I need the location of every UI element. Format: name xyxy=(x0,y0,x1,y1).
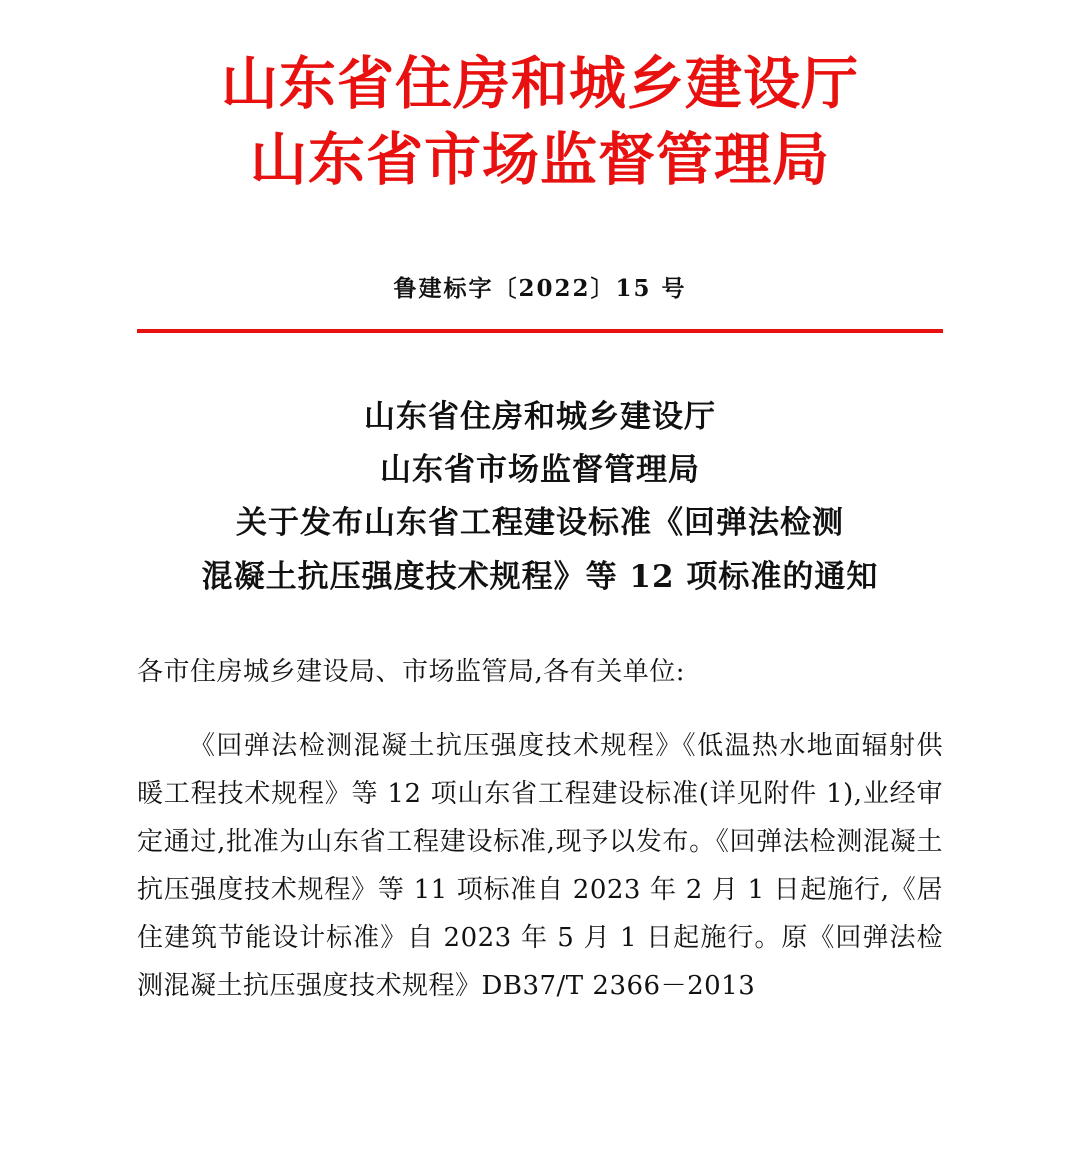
document-title xyxy=(0,391,1080,604)
body-paragraph-1: 《回弹法检测混凝土抗压强度技术规程》《低温热水地面辐射供暖工程技术规程》等 12 项山东省工程建设标准(详见附件 1),业经审定通过,批准为山东省工程建设标准,现予以发布。《回弹法检测混凝土抗压强度技术规程》等 11 项标准自 2023 年 2 月 1 日起施行,《居住建筑节能设计标准》自 2023 年 5 月 1 日起施行。原《回弹法检测混凝土抗压强度技术规程》DB37/T 2366－2013 xyxy=(137,730,943,1002)
title-line-1: 山东省住房和城乡建设厅 xyxy=(364,398,716,435)
masthead-line-2: 山东省市场监督管理局 xyxy=(250,125,830,193)
document-number: 鲁建标字〔2022〕15 号 xyxy=(393,274,687,302)
masthead xyxy=(0,0,1080,198)
title-line-4: 混凝土抗压强度技术规程》等 12 项标准的通知 xyxy=(201,558,879,595)
masthead-line-1: 山东省住房和城乡建设厅 xyxy=(221,50,859,117)
document-body xyxy=(137,648,943,1011)
document-number-row xyxy=(0,270,1080,303)
title-line-3: 关于发布山东省工程建设标准《回弹法检测 xyxy=(236,505,844,542)
red-divider-rule xyxy=(137,329,943,333)
title-line-2: 山东省市场监督管理局 xyxy=(380,451,700,488)
body-salutation: 各市住房城乡建设局、市场监管局,各有关单位: xyxy=(137,656,686,687)
